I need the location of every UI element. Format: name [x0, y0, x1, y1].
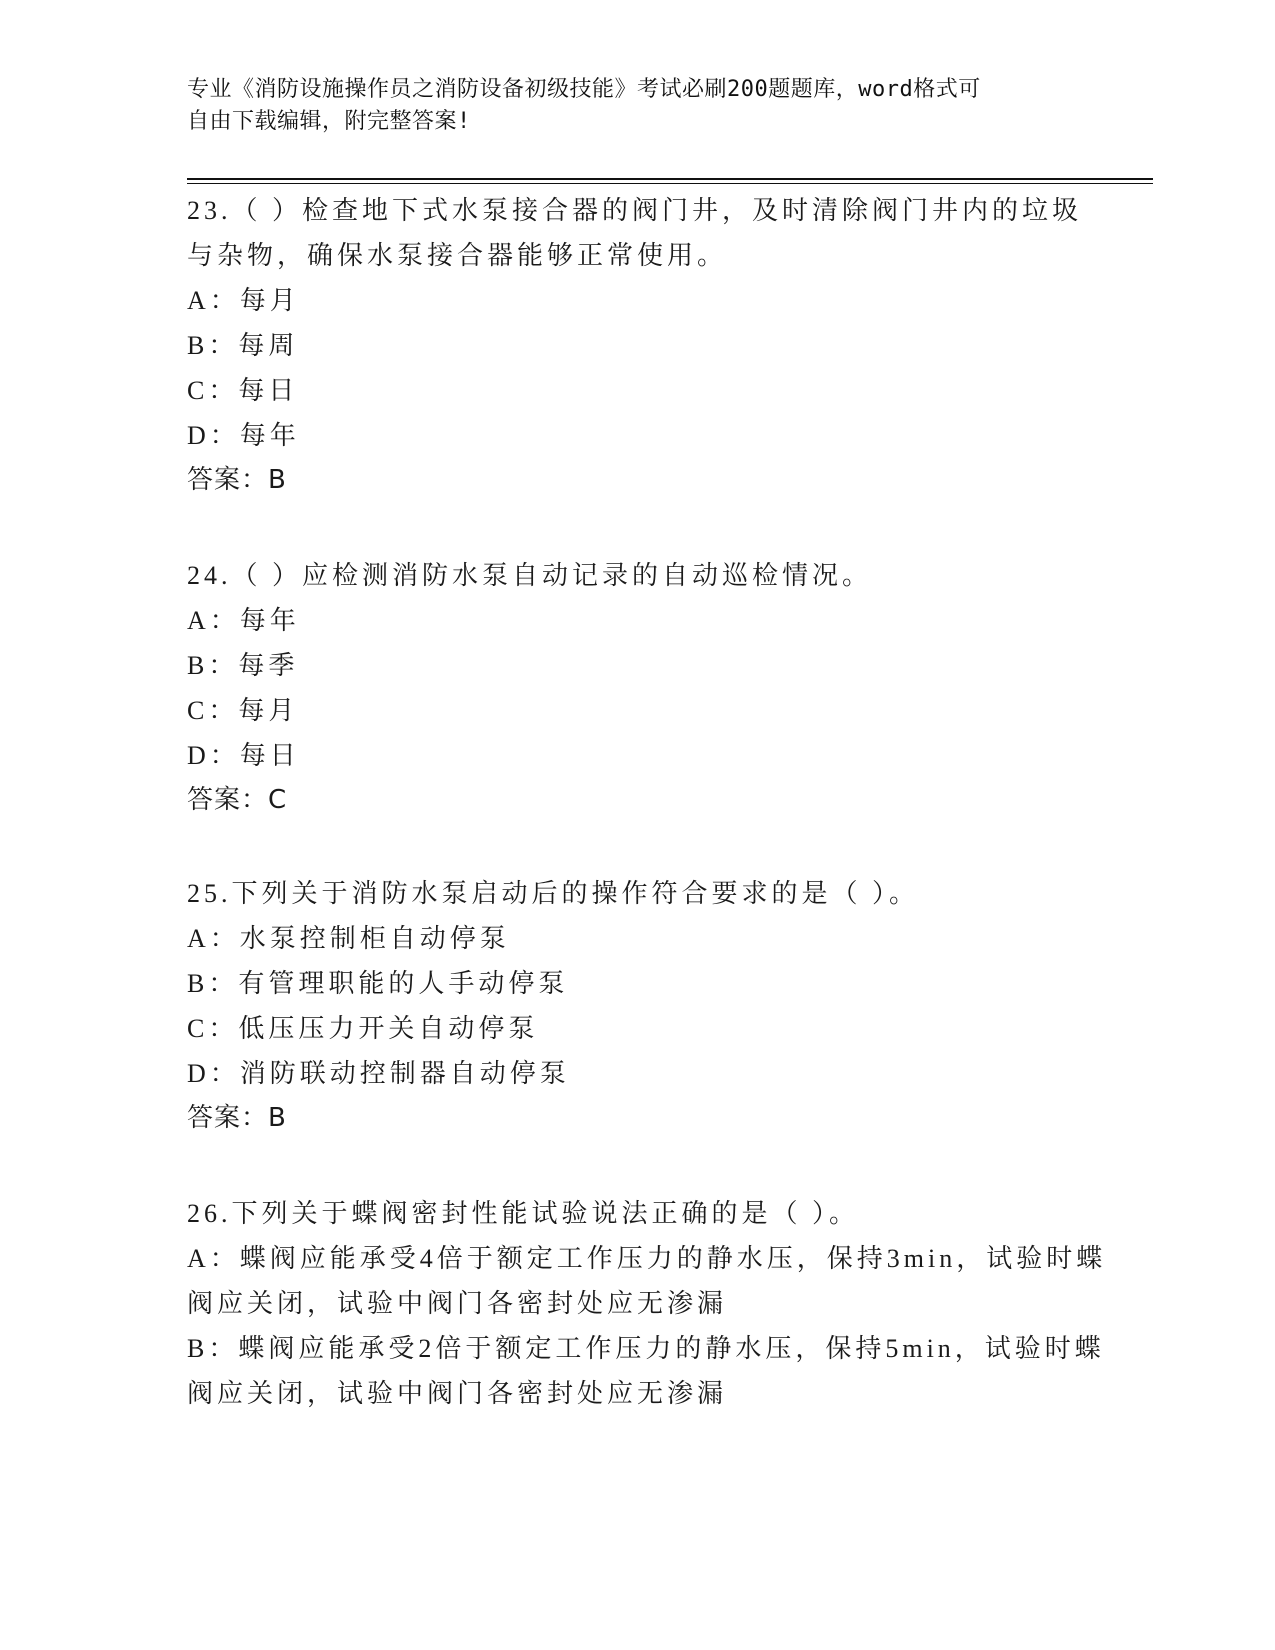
- answer: 答案：B: [187, 465, 287, 495]
- option-d: D：每年: [187, 421, 300, 450]
- question-stem-continued: 与杂物，确保水泵接合器能够正常使用。: [187, 241, 728, 270]
- option-a: A：每月: [187, 286, 300, 315]
- option-a-continued: 阀应关闭，试验中阀门各密封处应无渗漏: [187, 1289, 728, 1318]
- option-c: C：每月: [187, 696, 299, 725]
- answer: 答案：C: [187, 785, 288, 815]
- question-stem: 26.下列关于蝶阀密封性能试验说法正确的是（ ）。: [187, 1199, 860, 1228]
- option-b: B：每周: [187, 331, 299, 360]
- option-d: D：消防联动控制器自动停泵: [187, 1059, 570, 1088]
- option-b: B：有管理职能的人手动停泵: [187, 969, 569, 998]
- option-a: A：每年: [187, 606, 300, 635]
- option-c: C：低压压力开关自动停泵: [187, 1014, 539, 1043]
- header-divider-thick: [187, 178, 1153, 180]
- option-d: D：每日: [187, 741, 300, 770]
- question-stem: 25.下列关于消防水泵启动后的操作符合要求的是（ ）。: [187, 879, 920, 908]
- document-header: [187, 74, 1067, 138]
- option-c: C：每日: [187, 376, 299, 405]
- question-stem: 24.（ ）应检测消防水泵自动记录的自动巡检情况。: [187, 561, 873, 590]
- option-a: A：水泵控制柜自动停泵: [187, 924, 510, 953]
- option-a: A：蝶阀应能承受4倍于额定工作压力的静水压，保持3min，试验时蝶: [187, 1244, 1107, 1273]
- answer: 答案：B: [187, 1103, 287, 1133]
- header-line-2: 自由下载编辑，附完整答案!: [187, 109, 471, 134]
- question-26: [187, 1191, 1107, 1416]
- header-line-1: 专业《消防设施操作员之消防设备初级技能》考试必刷200题题库，word格式可: [187, 77, 981, 102]
- option-b: B：每季: [187, 651, 299, 680]
- question-23: [187, 188, 1087, 503]
- option-b-continued: 阀应关闭，试验中阀门各密封处应无渗漏: [187, 1379, 728, 1408]
- question-24: [187, 553, 1087, 823]
- question-stem: 23.（ ）检查地下式水泵接合器的阀门井，及时清除阀门井内的垃圾: [187, 196, 1083, 225]
- option-b: B：蝶阀应能承受2倍于额定工作压力的静水压，保持5min，试验时蝶: [187, 1334, 1105, 1363]
- header-divider-thin: [187, 183, 1153, 184]
- question-25: [187, 871, 1087, 1141]
